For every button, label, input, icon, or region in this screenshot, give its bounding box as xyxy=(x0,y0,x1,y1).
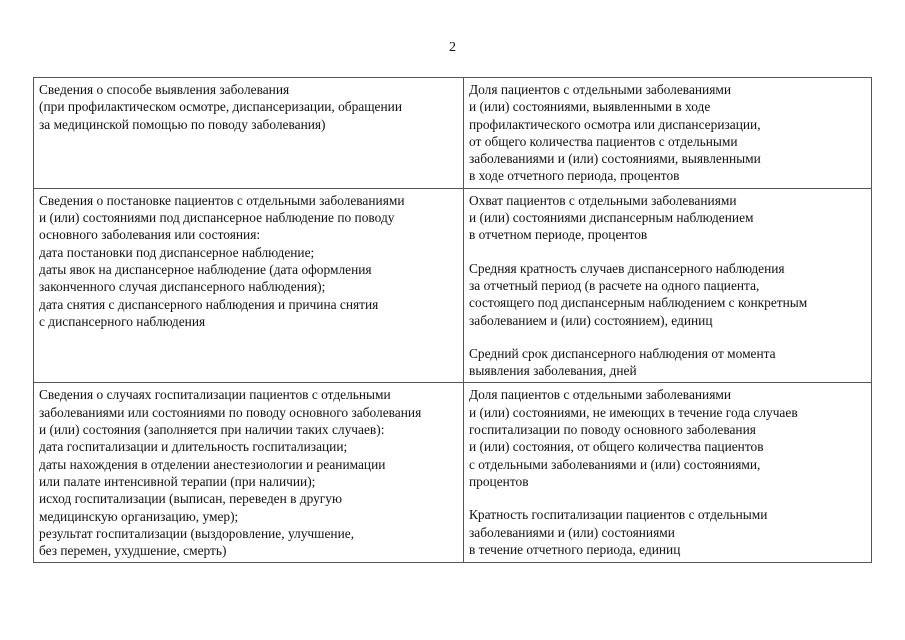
description-line: дата снятия с диспансерного наблюдения и причина снятия xyxy=(39,296,379,312)
description-line: за медицинской помощью по поводу заболевания) xyxy=(39,116,326,132)
indicator-line: выявления заболевания, дней xyxy=(469,363,637,379)
description-line: и (или) состояния (заполняется при наличии таких случаев): xyxy=(39,422,385,438)
page-number: 2 xyxy=(449,40,456,55)
indicators-table xyxy=(33,77,872,563)
indicator-line: от общего количества пациентов с отдельными xyxy=(469,133,738,149)
description-line: законченного случая диспансерного наблюдения); xyxy=(39,279,326,295)
description-line: исход госпитализации (выписан, переведен в другую xyxy=(39,491,342,507)
indicator-line: Средний срок диспансерного наблюдения от момента xyxy=(469,345,776,361)
description-line: или палате интенсивной терапии (при наличии); xyxy=(39,473,316,489)
description-line: основного заболевания или состояния: xyxy=(39,227,261,243)
indicator-line: с отдельными заболеваниями и (или) состояниями, xyxy=(469,456,761,472)
indicator-line: заболеваниями и (или) состояниями xyxy=(469,524,675,540)
indicator-line: процентов xyxy=(469,473,529,489)
description-line: Сведения о способе выявления заболевания xyxy=(39,82,290,97)
description-line: без перемен, ухудшение, смерть) xyxy=(39,543,227,559)
indicator-line: в течение отчетного периода, единиц xyxy=(469,541,681,557)
indicator-line: и (или) состояниями диспансерным наблюдением xyxy=(469,210,754,226)
indicator-line: Средняя кратность случаев диспансерного наблюдения xyxy=(469,260,785,276)
description-line: Сведения о случаях госпитализации пациентов с отдельными xyxy=(39,387,391,403)
description-line: медицинскую организацию, умер); xyxy=(39,508,239,524)
indicator-line: и (или) состояния, от общего количества пациентов xyxy=(469,439,764,455)
description-line: (при профилактическом осмотре, диспансеризации, обращении xyxy=(39,99,402,115)
indicator-line: профилактического осмотра или диспансеризации, xyxy=(469,116,761,132)
indicator-line: состоящего под диспансерным наблюдением с конкретным xyxy=(469,295,808,311)
description-line: дата госпитализации и длительность госпитализации; xyxy=(39,439,348,455)
paragraph-gap xyxy=(469,329,867,345)
indicator-line: Доля пациентов с отдельными заболеваниями xyxy=(469,82,732,97)
indicator-line: и (или) состояниями, выявленными в ходе xyxy=(469,99,711,115)
indicator-line: Доля пациентов с отдельными заболеваниями xyxy=(469,387,732,403)
indicator-cell xyxy=(464,188,872,383)
indicator-line: Охват пациентов с отдельными заболеваниями xyxy=(469,192,737,208)
indicator-line: в ходе отчетного периода, процентов xyxy=(469,168,680,184)
indicator-cell xyxy=(464,383,872,563)
indicator-line: и (или) состояниями, не имеющих в течение года случаев xyxy=(469,404,798,420)
table-row xyxy=(34,78,872,189)
table-body xyxy=(34,78,872,563)
data-description-cell xyxy=(34,383,464,563)
indicator-cell xyxy=(464,78,872,189)
description-line: и (или) состояниями под диспансерное наблюдение по поводу xyxy=(39,210,395,226)
description-line: результат госпитализации (выздоровление, улучшение, xyxy=(39,525,355,541)
indicator-line: Кратность госпитализации пациентов с отдельными xyxy=(469,507,768,523)
table-row xyxy=(34,383,872,563)
description-line: даты нахождения в отделении анестезиологии и реанимации xyxy=(39,456,386,472)
indicator-line: госпитализации по поводу основного заболевания xyxy=(469,422,756,438)
description-line: с диспансерного наблюдения xyxy=(39,313,206,329)
table-row xyxy=(34,188,872,383)
data-description-cell xyxy=(34,188,464,383)
paragraph-gap xyxy=(469,244,867,260)
description-line: даты явок на диспансерное наблюдение (дата оформления xyxy=(39,261,372,277)
paragraph-gap xyxy=(469,490,867,506)
indicator-line: заболеванием и (или) состоянием), единиц xyxy=(469,312,713,328)
indicator-line: заболеваниями и (или) состояниями, выявленными xyxy=(469,151,761,167)
description-line: дата постановки под диспансерное наблюдение; xyxy=(39,244,315,260)
indicator-line: в отчетном периоде, процентов xyxy=(469,227,648,243)
description-line: заболеваниями или состояниями по поводу основного заболевания xyxy=(39,404,422,420)
indicator-line: за отчетный период (в расчете на одного пациента, xyxy=(469,277,760,293)
data-description-cell xyxy=(34,78,464,189)
description-line: Сведения о постановке пациентов с отдельными заболеваниями xyxy=(39,192,405,208)
